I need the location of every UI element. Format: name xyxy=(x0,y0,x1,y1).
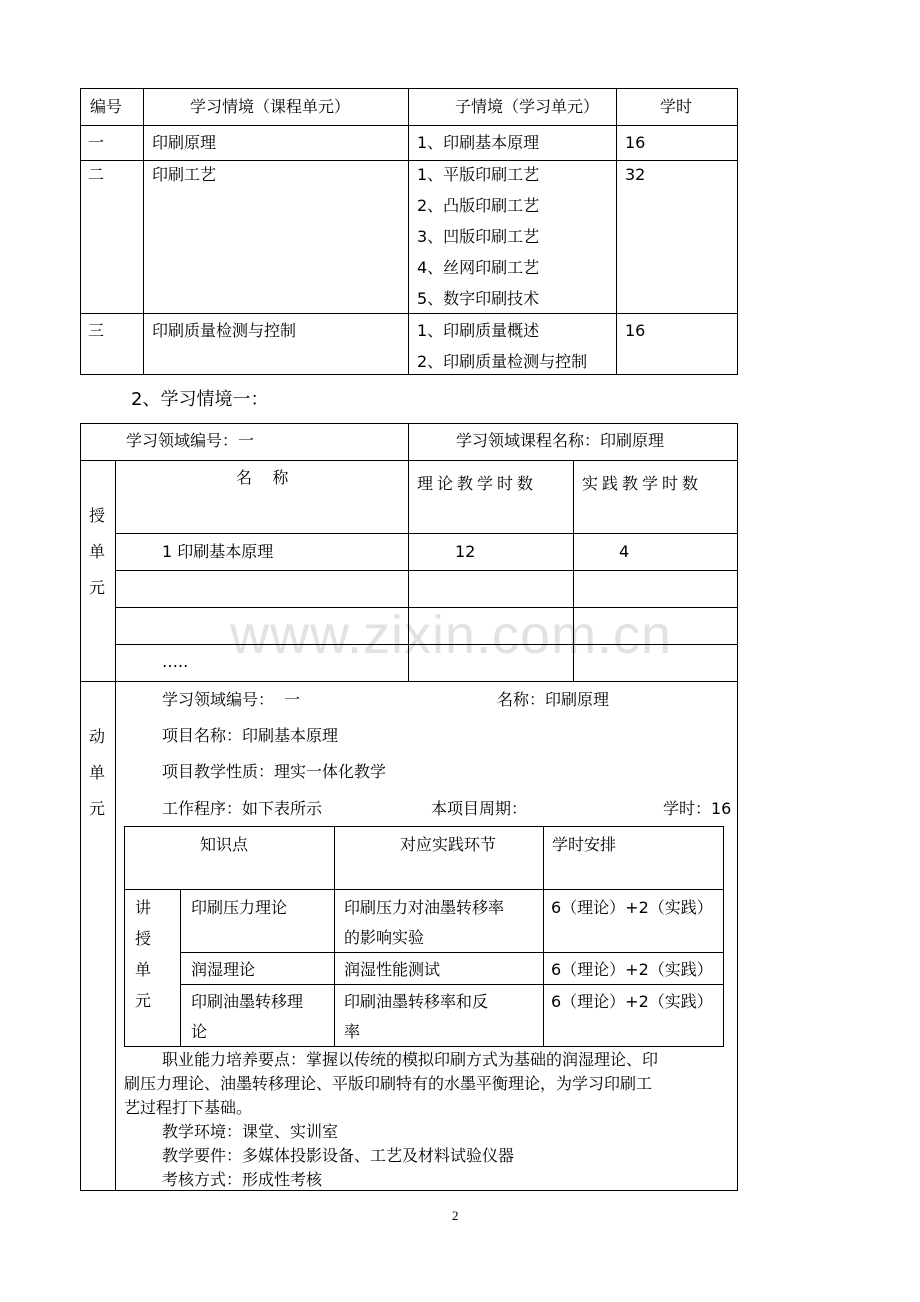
header-subunit: 子情境（学习单元） xyxy=(455,97,600,116)
ability-line-3: 艺过程打下基础。 xyxy=(124,1098,253,1117)
row1-hours: 16 xyxy=(625,133,646,152)
inner-side-3: 单 xyxy=(135,960,152,979)
row2-sub-5: 5、数字印刷技术 xyxy=(417,289,540,308)
row3-unit: 印刷质量检测与控制 xyxy=(152,321,297,340)
ability-line-2: 刷压力理论、油墨转移理论、平版印刷特有的水墨平衡理论，为学习印刷工 xyxy=(124,1074,653,1093)
row2-hours: 32 xyxy=(625,165,646,184)
inner-row1-point: 印刷压力理论 xyxy=(191,898,288,917)
row2-no: 二 xyxy=(88,165,105,184)
info-procedure: 工作程序：如下表所示 xyxy=(162,799,323,818)
ellipsis: ….. xyxy=(162,652,189,671)
side-label-1c: 元 xyxy=(89,578,106,597)
inner-row2-point: 润湿理论 xyxy=(191,960,256,979)
inner-side-1: 讲 xyxy=(135,898,152,917)
header-unit: 学习情境（课程单元） xyxy=(190,97,351,116)
row2-unit: 印刷工艺 xyxy=(152,165,217,184)
row3-no: 三 xyxy=(88,321,105,340)
row1-unit: 印刷原理 xyxy=(152,133,217,152)
header-no: 编号 xyxy=(90,97,123,116)
row2-sub-4: 4、丝网印刷工艺 xyxy=(417,258,540,277)
row1-sub-1: 1、印刷基本原理 xyxy=(417,133,540,152)
row3-sub-1: 1、印刷质量概述 xyxy=(417,321,540,340)
watermark: www.zixin.com.cn xyxy=(230,605,673,665)
field-no-label: 学习领域编号：一 xyxy=(126,431,255,450)
page-number: 2 xyxy=(452,1208,459,1223)
inner-row1-practice-1: 印刷压力对油墨转移率 xyxy=(344,898,505,917)
inner-row3-point-2: 论 xyxy=(191,1022,208,1041)
section-heading: 2、学习情境一： xyxy=(131,389,269,410)
inner-row1-hours: 6（理论）+2（实践） xyxy=(551,898,713,917)
side-label-2a: 动 xyxy=(89,727,106,746)
row-theory: 12 xyxy=(455,542,476,561)
inner-header-practice: 对应实践环节 xyxy=(400,835,497,854)
inner-row3-hours: 6（理论）+2（实践） xyxy=(551,992,713,1011)
info-cycle: 本项目周期： xyxy=(431,799,528,818)
info-name: 名称：印刷原理 xyxy=(497,690,610,709)
inner-header-hours: 学时安排 xyxy=(552,835,617,854)
row3-sub-2: 2、印刷质量检测与控制 xyxy=(417,352,588,371)
inner-row2-hours: 6（理论）+2（实践） xyxy=(551,960,713,979)
row3-hours: 16 xyxy=(625,321,646,340)
inner-side-2: 授 xyxy=(135,929,152,948)
info-hours: 学时：16 xyxy=(663,799,732,818)
col-theory-header: 理论教学时数 xyxy=(417,474,538,493)
info-nature: 项目教学性质：理实一体化教学 xyxy=(162,762,387,781)
inner-row3-practice-2: 率 xyxy=(344,1022,361,1041)
ability-line-1: 职业能力培养要点：掌握以传统的模拟印刷方式为基础的润湿理论、印 xyxy=(162,1050,659,1069)
info-project-name: 项目名称：印刷基本原理 xyxy=(162,726,339,745)
row2-sub-3: 3、凹版印刷工艺 xyxy=(417,227,540,246)
side-label-2c: 元 xyxy=(89,799,106,818)
row1-no: 一 xyxy=(88,133,105,152)
header-hours: 学时 xyxy=(660,97,693,116)
inner-row1-practice-2: 的影响实验 xyxy=(344,928,425,947)
teaching-env: 教学环境：课堂、实训室 xyxy=(162,1122,339,1141)
col-practice-header: 实践教学时数 xyxy=(582,474,703,493)
info-field-no: 学习领域编号： 一 xyxy=(162,690,301,709)
inner-row2-practice: 润湿性能测试 xyxy=(344,960,441,979)
row2-sub-2: 2、凸版印刷工艺 xyxy=(417,196,540,215)
side-label-1b: 单 xyxy=(89,542,106,561)
row2-sub-1: 1、平版印刷工艺 xyxy=(417,165,540,184)
col-name-header: 名 称 xyxy=(236,468,289,487)
course-name-label: 学习领域课程名称：印刷原理 xyxy=(456,431,665,450)
assessment-method: 考核方式：形成性考核 xyxy=(162,1170,323,1189)
inner-header-point: 知识点 xyxy=(200,835,249,854)
inner-side-4: 元 xyxy=(135,991,152,1010)
teaching-requirements: 教学要件：多媒体投影设备、工艺及材料试验仪器 xyxy=(162,1146,515,1165)
inner-row3-practice-1: 印刷油墨转移率和反 xyxy=(344,992,489,1011)
row-practice: 4 xyxy=(619,542,630,561)
side-label-2b: 单 xyxy=(89,763,106,782)
side-label-1a: 授 xyxy=(89,506,106,525)
inner-row3-point-1: 印刷油墨转移理 xyxy=(191,992,304,1011)
row-name: 1 印刷基本原理 xyxy=(162,542,274,561)
